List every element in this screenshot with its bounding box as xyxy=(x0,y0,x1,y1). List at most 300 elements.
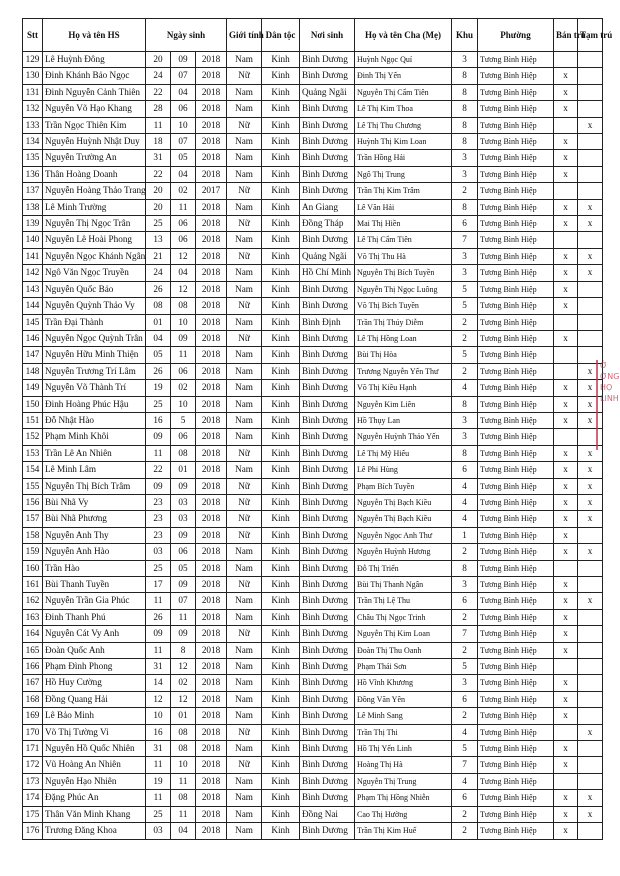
cell-birthplace: Bình Dương xyxy=(300,494,355,510)
cell-temp-residence xyxy=(578,183,603,199)
cell-boarding: x xyxy=(554,741,578,757)
cell-parent-name: Lê Văn Hải xyxy=(355,199,452,215)
cell-zone: 3 xyxy=(452,675,478,691)
cell-stt: 161 xyxy=(23,577,43,593)
cell-birthplace: Bình Dương xyxy=(300,396,355,412)
cell-student-name: Nguyễn Hoàng Thảo Trang xyxy=(43,183,146,199)
cell-ward: Tương Bình Hiệp xyxy=(478,363,554,379)
cell-parent-name: Ngô Thị Trung xyxy=(355,166,452,182)
cell-temp-residence: x xyxy=(578,117,603,133)
cell-boarding: x xyxy=(554,84,578,100)
cell-student-name: Nguyễn Anh Thy xyxy=(43,527,146,543)
table-row xyxy=(23,560,603,576)
cell-ethnicity: Kinh xyxy=(262,248,300,264)
cell-gender: Nam xyxy=(227,806,262,822)
cell-student-name: Võ Thị Tường Vi xyxy=(43,724,146,740)
cell-student-name: Nguyễn Thị Bích Trâm xyxy=(43,478,146,494)
cell-boarding xyxy=(554,52,578,68)
cell-gender: Nữ xyxy=(227,478,262,494)
cell-gender: Nam xyxy=(227,314,262,330)
header-zone: Khu xyxy=(452,19,478,52)
cell-birth-year: 2018 xyxy=(196,216,227,232)
student-table xyxy=(22,18,613,840)
cell-birth-year: 2018 xyxy=(196,363,227,379)
cell-boarding: x xyxy=(554,609,578,625)
cell-zone: 8 xyxy=(452,101,478,117)
cell-ward: Tương Bình Hiệp xyxy=(478,691,554,707)
cell-stt: 140 xyxy=(23,232,43,248)
cell-student-name: Trần Lê An Nhiên xyxy=(43,445,146,461)
cell-birth-day: 20 xyxy=(146,199,171,215)
cell-ward: Tương Bình Hiệp xyxy=(478,790,554,806)
cell-ethnicity: Kinh xyxy=(262,593,300,609)
header-parent-name: Họ và tên Cha (Mẹ) xyxy=(355,19,452,52)
cell-parent-name: Hoàng Thị Hà xyxy=(355,757,452,773)
cell-birth-year: 2018 xyxy=(196,396,227,412)
cell-boarding: x xyxy=(554,675,578,691)
table-row xyxy=(23,216,603,232)
cell-birth-month: 09 xyxy=(171,626,196,642)
cell-ethnicity: Kinh xyxy=(262,429,300,445)
cell-boarding: x xyxy=(554,248,578,264)
cell-temp-residence xyxy=(578,134,603,150)
cell-ethnicity: Kinh xyxy=(262,52,300,68)
cell-boarding: x xyxy=(554,330,578,346)
cell-birthplace: Bình Dương xyxy=(300,232,355,248)
cell-boarding: x xyxy=(554,544,578,560)
cell-boarding xyxy=(554,659,578,675)
cell-temp-residence xyxy=(578,757,603,773)
cell-gender: Nam xyxy=(227,265,262,281)
cell-ethnicity: Kinh xyxy=(262,330,300,346)
cell-birth-month: 03 xyxy=(171,511,196,527)
table-row xyxy=(23,527,603,543)
cell-birth-day: 11 xyxy=(146,593,171,609)
cell-parent-name: Nguyễn Thị Bích Tuyền xyxy=(355,265,452,281)
cell-birth-year: 2018 xyxy=(196,380,227,396)
cell-birth-day: 26 xyxy=(146,281,171,297)
table-row xyxy=(23,265,603,281)
cell-gender: Nữ xyxy=(227,494,262,510)
cell-gender: Nữ xyxy=(227,248,262,264)
cell-birth-day: 01 xyxy=(146,314,171,330)
cell-stt: 135 xyxy=(23,150,43,166)
cell-birth-month: 12 xyxy=(171,691,196,707)
cell-temp-residence: x xyxy=(578,790,603,806)
table-row xyxy=(23,52,603,68)
header-temp-residence: Tạm trú xyxy=(578,19,603,52)
cell-boarding xyxy=(554,232,578,248)
cell-stt: 142 xyxy=(23,265,43,281)
cell-student-name: Lê Minh Trường xyxy=(43,199,146,215)
cell-ward: Tương Bình Hiệp xyxy=(478,560,554,576)
cell-birth-month: 05 xyxy=(171,560,196,576)
cell-birth-month: 11 xyxy=(171,773,196,789)
cell-birth-year: 2018 xyxy=(196,412,227,428)
cell-birth-month: 09 xyxy=(171,52,196,68)
cell-ethnicity: Kinh xyxy=(262,757,300,773)
cell-stt: 176 xyxy=(23,823,43,839)
cell-gender: Nam xyxy=(227,741,262,757)
cell-boarding: x xyxy=(554,281,578,297)
cell-birthplace: Bình Dương xyxy=(300,741,355,757)
cell-birthplace: Bình Dương xyxy=(300,68,355,84)
cell-gender: Nam xyxy=(227,544,262,560)
cell-ward: Tương Bình Hiệp xyxy=(478,150,554,166)
cell-birth-month: 04 xyxy=(171,166,196,182)
cell-boarding: x xyxy=(554,577,578,593)
cell-zone: 6 xyxy=(452,216,478,232)
cell-ethnicity: Kinh xyxy=(262,199,300,215)
cell-birthplace: An Giang xyxy=(300,199,355,215)
cell-ward: Tương Bình Hiệp xyxy=(478,708,554,724)
cell-gender: Nam xyxy=(227,347,262,363)
cell-student-name: Trương Đăng Khoa xyxy=(43,823,146,839)
cell-birth-day: 11 xyxy=(146,117,171,133)
cell-temp-residence xyxy=(578,823,603,839)
cell-ethnicity: Kinh xyxy=(262,691,300,707)
cell-gender: Nam xyxy=(227,52,262,68)
cell-birth-day: 25 xyxy=(146,806,171,822)
cell-birthplace: Bình Dương xyxy=(300,708,355,724)
cell-birth-day: 19 xyxy=(146,773,171,789)
cell-parent-name: Trần Thị Thi xyxy=(355,724,452,740)
cell-birthplace: Bình Dương xyxy=(300,593,355,609)
cell-birth-month: 08 xyxy=(171,790,196,806)
cell-parent-name: Nguyễn Ngọc Anh Thư xyxy=(355,527,452,543)
cell-zone: 7 xyxy=(452,626,478,642)
cell-student-name: Nguyễn Trương Trí Lâm xyxy=(43,363,146,379)
cell-birth-day: 11 xyxy=(146,642,171,658)
cell-student-name: Thân Văn Minh Khang xyxy=(43,806,146,822)
cell-gender: Nữ xyxy=(227,117,262,133)
cell-parent-name: Hồ Thụy Lan xyxy=(355,412,452,428)
cell-gender: Nữ xyxy=(227,68,262,84)
cell-boarding: x xyxy=(554,757,578,773)
cell-stt: 130 xyxy=(23,68,43,84)
cell-ethnicity: Kinh xyxy=(262,708,300,724)
cell-birth-year: 2018 xyxy=(196,806,227,822)
cell-birth-month: 10 xyxy=(171,314,196,330)
cell-student-name: Đặng Phúc An xyxy=(43,790,146,806)
cell-zone: 4 xyxy=(452,380,478,396)
cell-gender: Nam xyxy=(227,773,262,789)
cell-zone: 1 xyxy=(452,527,478,543)
cell-birth-month: 05 xyxy=(171,150,196,166)
cell-boarding: x xyxy=(554,511,578,527)
cell-boarding: x xyxy=(554,642,578,658)
cell-birth-year: 2018 xyxy=(196,691,227,707)
cell-birth-year: 2018 xyxy=(196,675,227,691)
cell-zone: 2 xyxy=(452,609,478,625)
cell-boarding: x xyxy=(554,101,578,117)
cell-birthplace: Bình Dương xyxy=(300,150,355,166)
cell-gender: Nam xyxy=(227,708,262,724)
cell-ethnicity: Kinh xyxy=(262,183,300,199)
cell-birth-day: 13 xyxy=(146,232,171,248)
cell-student-name: Nguyễn Trường An xyxy=(43,150,146,166)
cell-birthplace: Bình Dương xyxy=(300,330,355,346)
cell-zone: 2 xyxy=(452,642,478,658)
cell-birth-month: 5 xyxy=(171,412,196,428)
cell-ward: Tương Bình Hiệp xyxy=(478,478,554,494)
table-row xyxy=(23,396,603,412)
cell-parent-name: Võ Thị Bích Tuyền xyxy=(355,298,452,314)
cell-student-name: Bùi Nhã Vy xyxy=(43,494,146,510)
header-birth-date: Ngày sinh xyxy=(146,19,227,52)
cell-temp-residence xyxy=(578,330,603,346)
cell-ward: Tương Bình Hiệp xyxy=(478,609,554,625)
cell-birth-month: 07 xyxy=(171,68,196,84)
cell-birth-day: 25 xyxy=(146,560,171,576)
cell-student-name: Hồ Huy Cường xyxy=(43,675,146,691)
cell-stt: 150 xyxy=(23,396,43,412)
cell-temp-residence xyxy=(578,659,603,675)
cell-gender: Nữ xyxy=(227,626,262,642)
cell-birth-day: 28 xyxy=(146,101,171,117)
cell-ward: Tương Bình Hiệp xyxy=(478,101,554,117)
cell-birthplace: Bình Dương xyxy=(300,757,355,773)
cell-zone: 3 xyxy=(452,265,478,281)
cell-birth-month: 06 xyxy=(171,216,196,232)
cell-boarding: x xyxy=(554,265,578,281)
cell-birth-day: 20 xyxy=(146,52,171,68)
cell-temp-residence: x xyxy=(578,445,603,461)
cell-zone: 6 xyxy=(452,691,478,707)
cell-zone: 5 xyxy=(452,281,478,297)
cell-boarding: x xyxy=(554,445,578,461)
cell-birthplace: Bình Dương xyxy=(300,183,355,199)
cell-parent-name: Trần Thị Lệ Thu xyxy=(355,593,452,609)
cell-boarding: x xyxy=(554,396,578,412)
cell-boarding xyxy=(554,560,578,576)
cell-birth-year: 2018 xyxy=(196,544,227,560)
cell-parent-name: Đinh Thị Yến xyxy=(355,68,452,84)
cell-stt: 162 xyxy=(23,593,43,609)
cell-zone: 4 xyxy=(452,494,478,510)
cell-birth-day: 23 xyxy=(146,494,171,510)
cell-birth-day: 03 xyxy=(146,544,171,560)
cell-student-name: Nguyễn Võ Hạo Khang xyxy=(43,101,146,117)
cell-birth-year: 2018 xyxy=(196,134,227,150)
cell-gender: Nam xyxy=(227,84,262,100)
cell-parent-name: Đồng Văn Yên xyxy=(355,691,452,707)
header-boarding: Bán trú xyxy=(554,19,578,52)
cell-student-name: Trần Hào xyxy=(43,560,146,576)
cell-birthplace: Bình Dương xyxy=(300,691,355,707)
cell-parent-name: Cao Thị Hường xyxy=(355,806,452,822)
cell-birthplace: Quảng Ngãi xyxy=(300,248,355,264)
cell-temp-residence: x xyxy=(578,511,603,527)
table-header-row xyxy=(23,19,603,52)
cell-temp-residence: x xyxy=(578,248,603,264)
cell-birth-month: 10 xyxy=(171,396,196,412)
cell-birth-month: 06 xyxy=(171,429,196,445)
table-row xyxy=(23,232,603,248)
cell-boarding: x xyxy=(554,68,578,84)
cell-student-name: Bùi Thanh Tuyền xyxy=(43,577,146,593)
cell-ethnicity: Kinh xyxy=(262,363,300,379)
cell-ward: Tương Bình Hiệp xyxy=(478,806,554,822)
cell-stt: 149 xyxy=(23,380,43,396)
cell-ethnicity: Kinh xyxy=(262,577,300,593)
cell-birthplace: Bình Dương xyxy=(300,511,355,527)
cell-gender: Nữ xyxy=(227,757,262,773)
cell-birth-year: 2018 xyxy=(196,298,227,314)
cell-ward: Tương Bình Hiệp xyxy=(478,823,554,839)
cell-stt: 163 xyxy=(23,609,43,625)
cell-stt: 148 xyxy=(23,363,43,379)
cell-birth-year: 2018 xyxy=(196,494,227,510)
cell-student-name: Nguyễn Trần Gia Phúc xyxy=(43,593,146,609)
cell-zone: 5 xyxy=(452,741,478,757)
cell-birth-month: 10 xyxy=(171,117,196,133)
cell-birthplace: Đồng Nai xyxy=(300,806,355,822)
table-row xyxy=(23,659,603,675)
cell-birth-day: 03 xyxy=(146,823,171,839)
cell-stt: 143 xyxy=(23,281,43,297)
red-stamp-mark xyxy=(596,360,618,450)
cell-zone: 8 xyxy=(452,445,478,461)
cell-zone: 2 xyxy=(452,363,478,379)
cell-zone: 5 xyxy=(452,347,478,363)
cell-ward: Tương Bình Hiệp xyxy=(478,412,554,428)
cell-zone: 8 xyxy=(452,68,478,84)
table-row xyxy=(23,445,603,461)
cell-boarding xyxy=(554,724,578,740)
cell-stt: 156 xyxy=(23,494,43,510)
cell-birth-day: 22 xyxy=(146,166,171,182)
cell-parent-name: Võ Thị Thu Hà xyxy=(355,248,452,264)
cell-stt: 151 xyxy=(23,412,43,428)
cell-zone: 2 xyxy=(452,330,478,346)
table-row xyxy=(23,577,603,593)
cell-stt: 174 xyxy=(23,790,43,806)
cell-birthplace: Bình Dương xyxy=(300,773,355,789)
cell-ethnicity: Kinh xyxy=(262,741,300,757)
cell-ethnicity: Kinh xyxy=(262,84,300,100)
cell-birth-year: 2018 xyxy=(196,445,227,461)
cell-ethnicity: Kinh xyxy=(262,478,300,494)
table-row xyxy=(23,642,603,658)
cell-birth-year: 2018 xyxy=(196,84,227,100)
cell-zone: 7 xyxy=(452,232,478,248)
cell-student-name: Nguyễn Anh Hào xyxy=(43,544,146,560)
cell-zone: 2 xyxy=(452,708,478,724)
cell-zone: 3 xyxy=(452,150,478,166)
cell-gender: Nam xyxy=(227,232,262,248)
cell-parent-name: Lê Thị Mỹ Hiếu xyxy=(355,445,452,461)
cell-birth-year: 2018 xyxy=(196,117,227,133)
cell-boarding: x xyxy=(554,134,578,150)
cell-student-name: Nguyễn Hữu Minh Thiện xyxy=(43,347,146,363)
cell-gender: Nam xyxy=(227,560,262,576)
cell-zone: 2 xyxy=(452,183,478,199)
cell-gender: Nữ xyxy=(227,298,262,314)
cell-parent-name: Nguyễn Thị Bạch Kiều xyxy=(355,494,452,510)
table-row xyxy=(23,511,603,527)
cell-boarding xyxy=(554,117,578,133)
cell-birth-month: 04 xyxy=(171,823,196,839)
cell-birth-day: 09 xyxy=(146,478,171,494)
cell-birth-year: 2018 xyxy=(196,429,227,445)
table-row xyxy=(23,314,603,330)
cell-birthplace: Bình Định xyxy=(300,314,355,330)
cell-boarding: x xyxy=(554,216,578,232)
cell-zone: 7 xyxy=(452,757,478,773)
cell-ethnicity: Kinh xyxy=(262,134,300,150)
cell-birth-year: 2018 xyxy=(196,150,227,166)
cell-birth-month: 08 xyxy=(171,445,196,461)
cell-birth-year: 2018 xyxy=(196,68,227,84)
cell-birth-year: 2018 xyxy=(196,232,227,248)
cell-ward: Tương Bình Hiệp xyxy=(478,84,554,100)
cell-ethnicity: Kinh xyxy=(262,609,300,625)
cell-birth-month: 09 xyxy=(171,330,196,346)
cell-ethnicity: Kinh xyxy=(262,790,300,806)
cell-student-name: Nguyễn Lê Hoài Phong xyxy=(43,232,146,248)
cell-stt: 139 xyxy=(23,216,43,232)
cell-temp-residence xyxy=(578,150,603,166)
table-row xyxy=(23,134,603,150)
cell-parent-name: Đoàn Thị Thu Oanh xyxy=(355,642,452,658)
cell-gender: Nữ xyxy=(227,527,262,543)
cell-birth-year: 2018 xyxy=(196,527,227,543)
cell-gender: Nam xyxy=(227,609,262,625)
cell-birth-day: 09 xyxy=(146,429,171,445)
cell-birth-month: 06 xyxy=(171,101,196,117)
cell-birthplace: Bình Dương xyxy=(300,724,355,740)
cell-student-name: Lê Huỳnh Đông xyxy=(43,52,146,68)
cell-zone: 6 xyxy=(452,790,478,806)
cell-zone: 6 xyxy=(452,462,478,478)
cell-ward: Tương Bình Hiệp xyxy=(478,183,554,199)
cell-birth-day: 31 xyxy=(146,659,171,675)
cell-temp-residence: x xyxy=(578,494,603,510)
table-row xyxy=(23,773,603,789)
cell-ward: Tương Bình Hiệp xyxy=(478,281,554,297)
table-row xyxy=(23,691,603,707)
table-row xyxy=(23,609,603,625)
cell-parent-name: Bùi Thị Thanh Ngân xyxy=(355,577,452,593)
cell-ward: Tương Bình Hiệp xyxy=(478,248,554,264)
cell-birthplace: Bình Dương xyxy=(300,412,355,428)
cell-temp-residence: x xyxy=(578,216,603,232)
cell-parent-name: Trần Thị Thúy Diễm xyxy=(355,314,452,330)
cell-gender: Nam xyxy=(227,659,262,675)
stamp-line: HỌ xyxy=(600,383,613,392)
cell-gender: Nam xyxy=(227,462,262,478)
cell-birthplace: Bình Dương xyxy=(300,380,355,396)
cell-birth-day: 09 xyxy=(146,626,171,642)
cell-temp-residence xyxy=(578,773,603,789)
cell-ward: Tương Bình Hiệp xyxy=(478,134,554,150)
table-row xyxy=(23,741,603,757)
cell-stt: 144 xyxy=(23,298,43,314)
cell-birth-year: 2018 xyxy=(196,511,227,527)
cell-zone: 8 xyxy=(452,396,478,412)
cell-birth-month: 11 xyxy=(171,609,196,625)
cell-student-name: Trần Ngọc Thiên Kim xyxy=(43,117,146,133)
cell-parent-name: Lê Phi Hùng xyxy=(355,462,452,478)
cell-boarding xyxy=(554,314,578,330)
stamp-line: Ớ xyxy=(600,361,608,370)
cell-boarding: x xyxy=(554,412,578,428)
cell-ethnicity: Kinh xyxy=(262,773,300,789)
cell-ward: Tương Bình Hiệp xyxy=(478,199,554,215)
cell-ethnicity: Kinh xyxy=(262,724,300,740)
cell-gender: Nam xyxy=(227,166,262,182)
